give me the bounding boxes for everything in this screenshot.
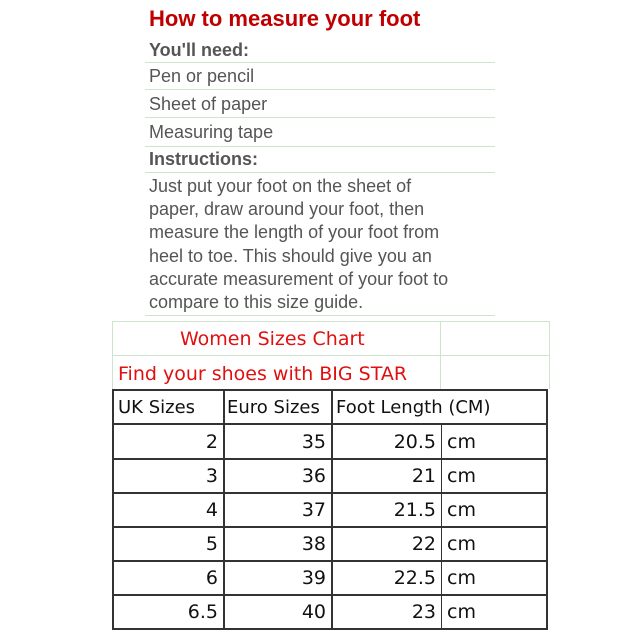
euro-size-cell: 38: [301, 533, 326, 555]
header-foot-length: Foot Length (CM): [336, 397, 491, 418]
table-border: [112, 492, 548, 494]
foot-length-cell: 20.5: [393, 431, 436, 453]
need-item-paper: Sheet of paper: [149, 94, 268, 114]
unit-cell: cm: [447, 431, 476, 453]
table-border: [112, 389, 548, 391]
header-uk-sizes: UK Sizes: [118, 397, 196, 418]
euro-size-cell: 39: [301, 567, 326, 589]
chart-subtitle: Find your shoes with BIG STAR: [118, 363, 408, 385]
table-border: [331, 389, 333, 630]
foot-length-cell: 21: [411, 465, 436, 487]
instructions-heading: Instructions:: [149, 149, 259, 169]
euro-size-cell: 36: [301, 465, 326, 487]
grid-line: [549, 321, 550, 389]
instructions-line: paper, draw around your foot, then: [149, 199, 425, 220]
table-border: [441, 423, 442, 630]
unit-cell: cm: [447, 465, 476, 487]
instructions-line: compare to this size guide.: [149, 292, 364, 313]
header-euro-sizes: Euro Sizes: [227, 397, 320, 418]
foot-length-cell: 21.5: [393, 499, 436, 521]
euro-size-cell: 40: [301, 601, 326, 623]
need-item-pen: Pen or pencil: [149, 66, 255, 86]
table-border: [546, 389, 548, 630]
uk-size-cell: 5: [205, 533, 218, 555]
grid-line: [112, 321, 550, 322]
euro-size-cell: 37: [301, 499, 326, 521]
table-border: [112, 423, 548, 425]
unit-cell: cm: [447, 601, 476, 623]
uk-size-cell: 6: [205, 567, 218, 589]
table-border: [112, 594, 548, 596]
table-border: [112, 628, 548, 630]
need-item-tape: Measuring tape: [149, 122, 274, 142]
table-border: [112, 526, 548, 528]
needs-heading: You'll need:: [149, 40, 249, 60]
uk-size-cell: 6.5: [187, 601, 218, 623]
unit-cell: cm: [447, 567, 476, 589]
euro-size-cell: 35: [301, 431, 326, 453]
grid-line: [112, 355, 550, 356]
instructions-line: heel to toe. This should give you an: [149, 245, 432, 266]
uk-size-cell: 4: [205, 499, 218, 521]
foot-length-cell: 23: [411, 601, 436, 623]
table-border: [223, 389, 225, 630]
foot-length-cell: 22.5: [393, 567, 436, 589]
grid-line: [440, 321, 441, 389]
instructions-line: measure the length of your foot from: [149, 222, 440, 243]
grid-line: [112, 321, 113, 389]
foot-length-cell: 22: [411, 533, 436, 555]
instructions-line: accurate measurement of your foot to: [149, 268, 449, 289]
table-border: [112, 560, 548, 562]
table-border: [112, 389, 114, 630]
instructions-line: Just put your foot on the sheet of: [149, 176, 412, 196]
uk-size-cell: 2: [205, 431, 218, 453]
guide-title: How to measure your foot: [149, 6, 421, 31]
table-border: [112, 458, 548, 460]
chart-title: Women Sizes Chart: [180, 328, 365, 350]
unit-cell: cm: [447, 499, 476, 521]
uk-size-cell: 3: [205, 465, 218, 487]
unit-cell: cm: [447, 533, 476, 555]
